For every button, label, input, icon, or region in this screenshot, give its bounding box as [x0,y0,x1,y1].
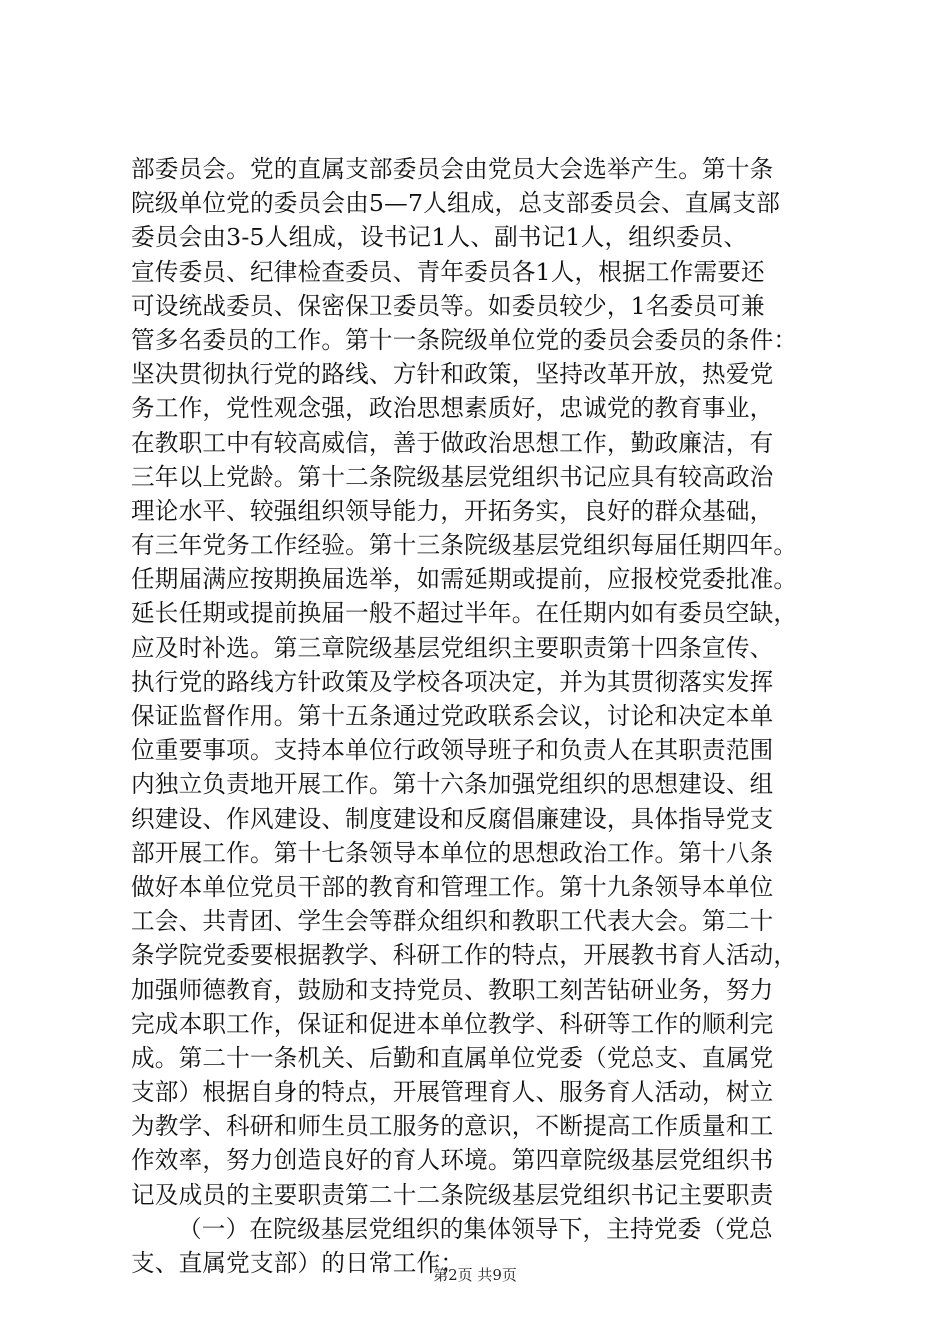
body-text [131,152,831,1280]
text-line: 管多名委员的工作。第十一条院级单位党的委员会委员的条件： [131,325,798,354]
text-line-indented: （一）在院级基层党组织的集体领导下，主持党委（党总 [178,1214,773,1243]
text-line: 应及时补选。第三章院级基层党组织主要职责第十四条宣传、 [131,633,774,662]
text-line: 工会、共青团、学生会等群众组织和教职工代表大会。第二十 [131,907,774,936]
text-line: 宣传委员、纪律检查委员、青年委员各1人，根据工作需要还 [131,257,765,286]
page-footer: 第2页 共9页 [433,1266,517,1284]
text-line: 执行党的路线方针政策及学校各项决定，并为其贯彻落实发挥 [131,667,774,696]
text-line: 务工作，党性观念强，政治思想素质好，忠诚党的教育事业， [131,394,774,423]
text-line: 加强师德教育，鼓励和支持党员、教职工刻苦钻研业务，努力 [131,975,774,1004]
text-line: 织建设、作风建设、制度建设和反腐倡廉建设，具体指导党支 [131,804,774,833]
text-line: 延长任期或提前换届一般不超过半年。在任期内如有委员空缺， [131,599,798,628]
text-line: 坚决贯彻执行党的路线、方针和政策，坚持改革开放，热爱党 [131,360,774,389]
text-line: 任期届满应按期换届选举，如需延期或提前，应报校党委批准。 [131,565,798,594]
text-line: 完成本职工作，保证和促进本单位教学、科研等工作的顺利完 [131,1009,774,1038]
text-line: 可设统战委员、保密保卫委员等。如委员较少，1名委员可兼 [131,291,765,320]
text-line: 做好本单位党员干部的教育和管理工作。第十九条领导本单位 [131,872,774,901]
text-line: 三年以上党龄。第十二条院级基层党组织书记应具有较高政治 [131,462,774,491]
text-line: 内独立负责地开展工作。第十六条加强党组织的思想建设、组 [131,770,774,799]
text-line: 成。第二十一条机关、后勤和直属单位党委（党总支、直属党 [131,1043,774,1072]
text-line: 在教职工中有较高威信，善于做政治思想工作，勤政廉洁，有 [131,428,774,457]
text-line: 委员会由3-5人组成，设书记1人、副书记1人，组织委员、 [131,223,748,252]
text-line: 部委员会。党的直属支部委员会由党员大会选举产生。第十条 [131,155,774,183]
text-line: 位重要事项。支持本单位行政领导班子和负责人在其职责范围 [131,736,774,765]
text-line: 记及成员的主要职责第二十二条院级基层党组织书记主要职责 [131,1180,774,1209]
text-line: 有三年党务工作经验。第十三条院级基层党组织每届任期四年。 [131,531,798,560]
text-line: 部开展工作。第十七条领导本单位的思想政治工作。第十八条 [131,838,774,867]
text-line: 作效率，努力创造良好的育人环境。第四章院级基层党组织书 [131,1146,774,1175]
text-line: 院级单位党的委员会由5—7人组成，总支部委员会、直属支部 [131,189,781,218]
text-line: 理论水平、较强组织领导能力，开拓务实，良好的群众基础， [131,496,774,525]
text-line: 条学院党委要根据教学、科研工作的特点，开展教书育人活动， [131,941,798,970]
text-line: 支部）根据自身的特点，开展管理育人、服务育人活动，树立 [131,1078,774,1107]
text-line: 保证监督作用。第十五条通过党政联系会议，讨论和决定本单 [131,702,774,730]
text-line: 为教学、科研和师生员工服务的意识，不断提高工作质量和工 [131,1112,774,1141]
text-line: 支、直属党支部）的日常工作； [131,1249,465,1277]
